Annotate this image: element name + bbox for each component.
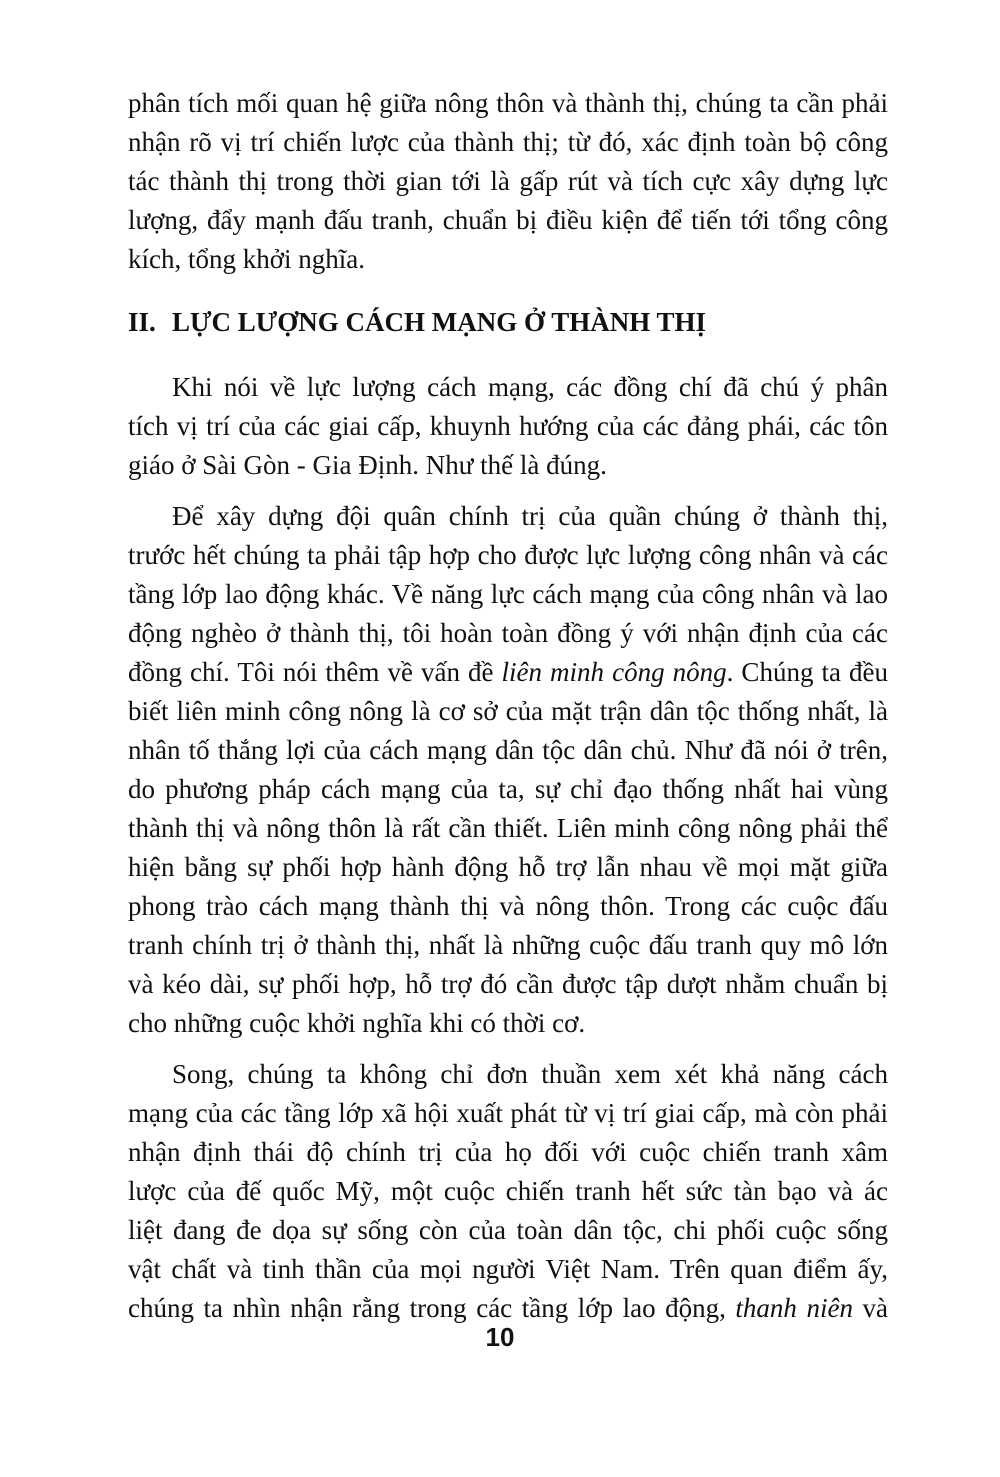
text-line: Để xây dựng đội quân chính trị của quần chúng ở thành thị,: [172, 501, 888, 531]
text-line: tích vị trí của các giai cấp, khuynh hướng của các đảng phái, các tôn: [128, 411, 888, 441]
text-line: trước hết chúng ta phải tập hợp cho được lực lượng công nhân và các: [128, 540, 888, 570]
text-line: phong trào cách mạng thành thị và nông thôn. Trong các cuộc đấu: [128, 891, 888, 921]
text-segment: và: [852, 1293, 889, 1323]
text-line: Khi nói về lực lượng cách mạng, các đồng chí đã chú ý phân: [172, 372, 888, 402]
page-body: [128, 84, 888, 1328]
text-line: động nghèo ở thành thị, tôi hoàn toàn đồng ý với nhận định của các: [128, 618, 888, 648]
text-line: phân tích mối quan hệ giữa nông thôn và thành thị, chúng ta cần phải: [128, 88, 888, 118]
text-segment: đồng chí. Tôi nói thêm về vấn đề: [128, 657, 502, 687]
text-line: cho những cuộc khởi nghĩa khi có thời cơ.: [128, 1008, 586, 1038]
text-line: liệt đang đe dọa sự sống còn của toàn dân tộc, chi phối cuộc sống: [128, 1215, 888, 1245]
text-line: nhận rõ vị trí chiến lược của thành thị; từ đó, xác định toàn bộ công: [128, 127, 888, 157]
text-line-with-italic: [128, 653, 888, 692]
text-line: tầng lớp lao động khác. Về năng lực cách mạng của công nhân và lao: [128, 579, 888, 609]
text-line: giáo ở Sài Gòn - Gia Định. Như thế là đúng.: [128, 450, 607, 480]
paragraph-2: [128, 368, 888, 485]
section-title: LỰC LƯỢNG CÁCH MẠNG Ở THÀNH THỊ: [172, 307, 707, 337]
text-line: mạng của các tầng lớp xã hội xuất phát từ vị trí giai cấp, mà còn phải: [128, 1098, 888, 1128]
section-heading: [128, 303, 888, 342]
text-line: tác thành thị trong thời gian tới là gấp rút và tích cực xây dựng lực: [128, 166, 888, 196]
paragraph-1: [128, 84, 888, 279]
text-line: biết liên minh công nông là cơ sở của mặt trận dân tộc thống nhất, là: [128, 696, 888, 726]
text-line: do phương pháp cách mạng của ta, sự chỉ đạo thống nhất hai vùng: [128, 774, 888, 804]
text-line: nhận định thái độ chính trị của họ đối với cuộc chiến tranh xâm: [128, 1137, 888, 1167]
section-number: II.: [128, 307, 156, 337]
text-line: nhân tố thắng lợi của cách mạng dân tộc dân chủ. Như đã nói ở trên,: [128, 735, 888, 765]
text-line: lượng, đẩy mạnh đấu tranh, chuẩn bị điều kiện để tiến tới tổng công: [128, 205, 888, 235]
page-number: 10: [485, 1322, 515, 1352]
text-line: kích, tổng khởi nghĩa.: [128, 244, 366, 274]
paragraph-4: [128, 1055, 888, 1328]
text-line: hiện bằng sự phối hợp hành động hỗ trợ lẫn nhau về mọi mặt giữa: [128, 852, 888, 882]
text-line: Song, chúng ta không chỉ đơn thuần xem xét khả năng cách: [172, 1059, 888, 1089]
paragraph-3: [128, 497, 888, 1043]
text-line: thành thị và nông thôn là rất cần thiết. Liên minh công nông phải thể: [128, 813, 888, 843]
italic-term: thanh niên: [735, 1293, 853, 1323]
text-line: vật chất và tinh thần của mọi người Việt Nam. Trên quan điểm ấy,: [128, 1254, 888, 1284]
text-segment: . Chúng ta đều: [726, 657, 888, 687]
text-line: tranh chính trị ở thành thị, nhất là những cuộc đấu tranh quy mô lớn: [128, 930, 888, 960]
text-line: và kéo dài, sự phối hợp, hỗ trợ đó cần được tập dượt nhằm chuẩn bị: [128, 969, 888, 999]
text-segment: chúng ta nhìn nhận rằng trong các tầng lớp lao động,: [128, 1293, 736, 1323]
text-line: lược của đế quốc Mỹ, một cuộc chiến tranh hết sức tàn bạo và ác: [128, 1176, 888, 1206]
italic-term: liên minh công nông: [501, 657, 727, 687]
